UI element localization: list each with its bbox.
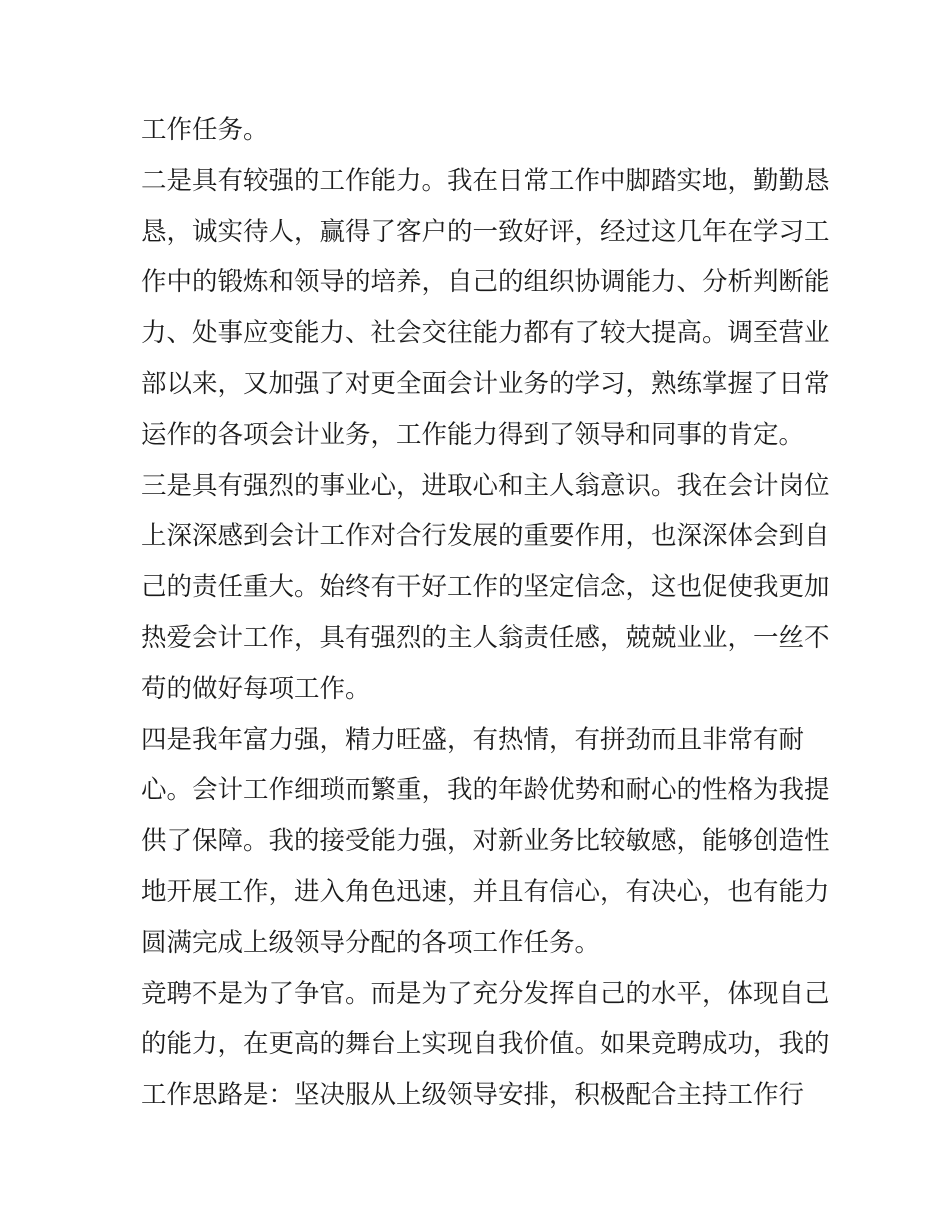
text-line: 运作的各项会计业务，工作能力得到了领导和同事的肯定。 [141,419,805,450]
text-line: 部以来，又加强了对更全面会计业务的学习，熟练掌握了日常 [141,368,830,399]
text-line: 工作任务。 [141,115,269,145]
text-line: 圆满完成上级领导分配的各项工作任务。 [141,927,601,958]
text-line: 热爱会计工作，具有强烈的主人翁责任感，兢兢业业，一丝不 [141,622,830,653]
text-line: 二是具有较强的工作能力。我在日常工作中脚踏实地，勤勤恳 [141,165,830,196]
text-line: 恳，诚实待人，赢得了客户的一致好评，经过这几年在学习工 [141,216,830,247]
text-line: 心。会计工作细琐而繁重，我的年龄优势和耐心的性格为我提 [141,775,830,806]
text-line: 供了保障。我的接受能力强，对新业务比较敏感，能够创造性 [141,826,830,857]
text-line: 作中的锻炼和领导的培养，自己的组织协调能力、分析判断能 [141,267,830,298]
text-line: 苟的做好每项工作。 [141,673,371,704]
text-line: 力、处事应变能力、社会交往能力都有了较大提高。调至营业 [141,318,830,349]
text-line: 上深深感到会计工作对合行发展的重要作用，也深深体会到自 [141,521,830,552]
text-line: 竞聘不是为了争官。而是为了充分发挥自己的水平，体现自己 [141,978,830,1009]
text-line: 工作思路是：坚决服从上级领导安排，积极配合主持工作行 [141,1080,805,1111]
text-line: 己的责任重大。始终有干好工作的坚定信念，这也促使我更加 [141,572,830,603]
text-line: 地开展工作，进入角色迅速，并且有信心，有决心，也有能力 [141,876,830,907]
text-line: 四是我年富力强，精力旺盛，有热情，有拼劲而且非常有耐 [141,724,805,755]
text-line: 的能力，在更高的舞台上实现自我价值。如果竞聘成功，我的 [141,1029,830,1060]
document-body [141,105,830,1121]
text-line: 三是具有强烈的事业心，进取心和主人翁意识。我在会计岗位 [141,470,830,501]
